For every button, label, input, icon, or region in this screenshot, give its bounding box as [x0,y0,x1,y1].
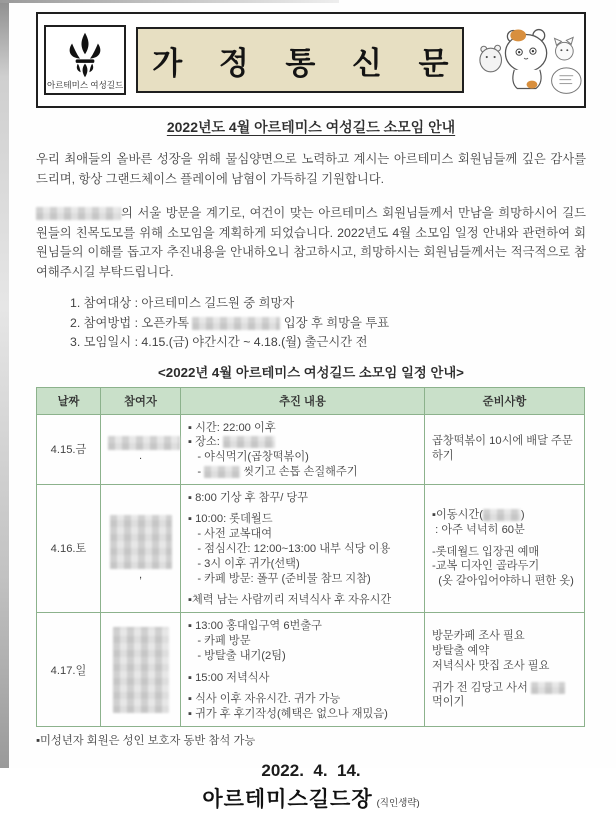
text-segment: 방탈출 예약 [432,644,490,657]
text-segment: - 사전 교복대여 [188,528,273,541]
cell-participants [101,484,181,613]
line-gap [188,685,417,692]
line-gap [188,664,417,671]
text-segment: -교복 디자인 골라두기 [432,560,540,573]
line-gap [188,505,417,512]
text-line [188,421,417,436]
col-header-participants: 참여자 [101,387,181,414]
redaction-blur [483,509,521,521]
seal-omitted-note: (직인생략) [376,798,420,810]
text-segment: 2. 참여방법 : 오픈카톡 [70,315,193,330]
line-gap [188,586,417,593]
redaction-blur [36,207,121,220]
text-line [188,465,417,480]
text-segment: ▪ 장소: [188,436,223,449]
text-line [432,659,577,674]
text-line [188,671,417,686]
signer-line [36,783,586,813]
cell-preparation [425,484,585,613]
text-segment: 방문카페 조사 필요 [432,630,525,643]
text-line [432,574,577,589]
text-segment: 3. 모임일시 : 4.15.(금) 야간시간 ~ 4.18.(월) 출근시간 전 [70,335,368,349]
text-segment: ) [520,508,525,521]
notice-list [70,294,586,353]
cell-agenda [181,484,425,613]
text-line [188,435,417,450]
redaction-blur [108,436,180,450]
text-segment: - 3시 이후 귀가(선택) [188,557,300,570]
text-line [432,434,577,464]
masthead-title: 가 정 통 신 문 [152,45,463,81]
line-gap [432,538,577,545]
text-segment: - 카페 방문 [188,635,251,648]
logo-caption: 아르테미스 여성길드 [47,80,124,90]
cell-participants [101,414,181,484]
text-segment: ▪체력 남는 사람끼리 저녁식사 후 자유시간 [188,594,392,607]
table-row [37,613,585,727]
col-header-agenda: 추진 내용 [181,387,425,414]
text-line [188,707,417,722]
document-subtitle: 2022년도 4월 아르테미스 여성길드 소모임 안내 [166,119,456,135]
cell-date: 4.15.금 [37,414,101,484]
text-segment: (옷 갈아입어야하니 편한 옷) [432,575,574,588]
text-segment: : 아주 넉넉히 60분 [432,523,525,536]
col-header-date: 날짜 [37,387,101,414]
text-segment: ▪ 시간: 22:00 이후 [188,421,276,434]
hamster-mascot-illustration [474,23,584,97]
text-segment: ▪ 귀가 후 후기작성(혜택은 없으나 재밌음) [188,708,388,721]
guild-logo-box [44,25,126,95]
text-line [188,634,417,649]
text-segment: 1. 참여대상 : 아르테미스 길드원 중 희망자 [70,296,295,310]
redaction-blur [204,466,240,478]
list-item [70,294,586,314]
list-item [70,314,586,334]
text-line [188,619,417,634]
text-segment: -롯데월드 입장권 예매 [432,545,540,558]
masthead-title-box [136,27,464,93]
text-segment: 입장 후 희망을 투표 [280,315,390,330]
schedule-table [36,387,585,728]
cell-agenda [181,414,425,484]
body-paragraph [36,204,586,282]
footnote: ▪미성년자 회원은 성인 보호자 동반 참석 가능 [36,735,256,748]
text-line [432,629,577,644]
text-segment: 의 서울 방문을 계기로, 여건이 맞는 아르테미스 회원님들께서 만남을 희망하시어 길드원들의 친목도모를 위해 소모임을 계획하게 되었습니다. 2022년도 4월 소모임 일정 안내와 관련하여 회원님들의 이해를 돕고자 추진내용을 안내하오니 참고하시고, 희망하시는 회원님들께서는 적극적으로 참여해주시길 부탁드립니다. [36,206,586,279]
text-line [188,491,417,506]
text-line [432,545,577,560]
text-line [432,644,577,659]
text-line [188,512,417,527]
cell-preparation [425,613,585,727]
text-segment: - [188,465,205,478]
cell-preparation [425,414,585,484]
text-segment: 저녁식사 맛집 조사 필요 [432,659,550,672]
cell-date: 4.16.토 [37,484,101,613]
redaction-blur [531,682,565,694]
text-segment: ▪ 13:00 홍대입구역 6번출구 [188,620,322,633]
masthead [36,12,586,108]
text-line [188,593,417,608]
text-segment: 곱창떡볶이 10시에 배달 주문하기 [432,435,573,463]
text-segment: 먹이기 [432,681,568,709]
cell-agenda [181,613,425,727]
text-segment: . [138,450,143,463]
text-segment: - 방탈출 내기(2팀) [188,649,286,662]
text-line [188,572,417,587]
text-segment: - 야식먹기(곱창떡볶이) [188,451,309,464]
schedule-table-title: <2022년 4월 아르테미스 여성길드 소모임 일정 안내> [158,364,464,380]
redaction-blur [110,515,172,569]
redaction-blur [113,627,169,713]
text-segment: 씻기고 손톱 손질해주기 [240,465,358,478]
text-segment: ▪ 15:00 저녁식사 [188,671,270,684]
text-line [432,523,577,538]
cell-date: 4.17.일 [37,613,101,727]
redaction-blur [192,317,280,330]
text-line [432,681,577,711]
intro-paragraph: 우리 최애들의 올바른 성장을 위해 물심양면으로 노력하고 계시는 아르테미스 회원님들께 깊은 감사를 드리며, 항상 그랜드체이스 플레이에 남혐이 가득하길 기원합니다. [36,152,586,186]
line-gap [432,674,577,681]
text-segment: 귀가 전 김당고 사서 [432,681,531,694]
text-line [188,692,417,707]
text-segment: ▪ 8:00 기상 후 참꾸/ 당꾸 [188,491,309,504]
text-line [188,557,417,572]
fleur-de-lis-icon [65,32,105,78]
table-header-row [37,387,585,414]
text-line [188,450,417,465]
text-line [432,508,577,523]
signer-title: 아르테미스길드장 [202,788,373,812]
text-segment: - 점심시간: 12:00~13:00 내부 식당 이용 [188,543,391,556]
text-segment: ▪ 10:00: 롯데월드 [188,513,273,526]
text-line [188,542,417,557]
text-segment: ▪ 식사 이후 자유시간. 귀가 가능 [188,693,341,706]
text-line [432,559,577,574]
table-row [37,484,585,613]
table-row [37,414,585,484]
document-date: 2022. 4. 14. [261,761,361,781]
text-line [188,649,417,664]
cell-participants [101,613,181,727]
text-segment: - 카페 방문: 폴꾸 (준비물 참므 지참) [188,572,371,585]
redaction-blur [223,436,275,448]
text-line [188,527,417,542]
col-header-preparation: 준비사항 [425,387,585,414]
list-item [70,333,586,353]
text-segment: ▪이동시간( [432,508,483,521]
text-segment: , [138,569,143,582]
